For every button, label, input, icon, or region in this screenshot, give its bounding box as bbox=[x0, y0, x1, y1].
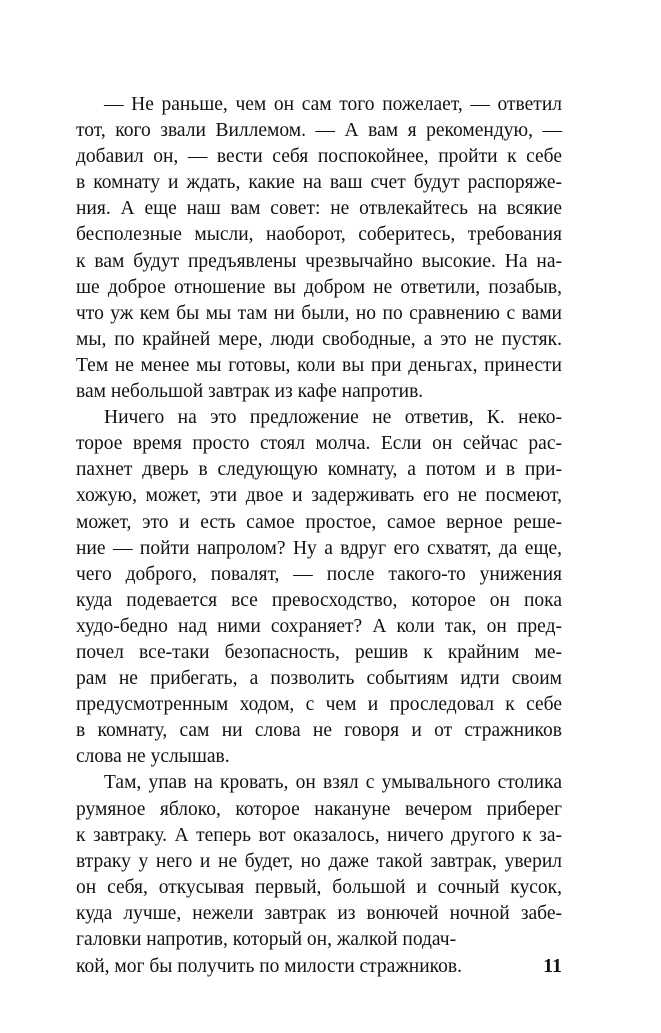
paragraph-3-line: куда лучше, нежели завтрак из вонючей ночной забе- bbox=[76, 902, 562, 924]
body-text bbox=[76, 92, 562, 979]
paragraph-1-line: ния. А еще наш вам совет: не отвлекайтесь на всякие bbox=[76, 198, 562, 220]
page-number: 11 bbox=[543, 955, 562, 978]
paragraph-1-line: тот, кого звали Виллемом. — А вам я рекомендую, — bbox=[76, 120, 562, 142]
paragraph-2-line: слова не услышав. bbox=[76, 746, 230, 768]
paragraph-2-line: рам не прибегать, а позволить событиям идти своим bbox=[76, 668, 562, 690]
paragraph-2-line: ние — пойти напролом? Ну а вдруг его схватят, да еще, bbox=[76, 537, 562, 559]
paragraph-3-line: румяное яблоко, которое накануне вечером приберег bbox=[76, 798, 562, 820]
paragraph-3-line: галовки напротив, который он, жалкой подач- bbox=[76, 929, 457, 950]
paragraph-1-line: Тем не менее мы готовы, коли вы при деньгах, принести bbox=[76, 354, 562, 376]
final-line-row bbox=[76, 953, 562, 979]
paragraph-2-line: Ничего на это предложение не ответив, К. неко- bbox=[104, 407, 562, 429]
paragraph-1-line: бесполезные мысли, наоборот, соберитесь, требования bbox=[76, 224, 562, 246]
paragraph-1-line: ше доброе отношение вы добром не ответили, позабыв, bbox=[76, 276, 562, 298]
paragraph-1-line: — Не раньше, чем он сам того пожелает, — ответил bbox=[104, 94, 562, 115]
paragraph-2-line: в комнату, сам ни слова не говоря и от стражников bbox=[76, 720, 562, 742]
paragraph-1-line: к вам будут предъявлены чрезвычайно высокие. На на- bbox=[76, 250, 562, 272]
paragraph-2-line: предусмотренным ходом, с чем и проследовал к себе bbox=[76, 694, 562, 716]
paragraph-2-line: пахнет дверь в следующую комнату, а потом и в при- bbox=[76, 459, 562, 481]
paragraph-1-line: мы, по крайней мере, люди свободные, а это не пустяк. bbox=[76, 328, 562, 350]
paragraph-2-line: худо-бедно над ними сохраняет? А коли так, он пред- bbox=[76, 615, 562, 637]
paragraph-2-line: куда подевается все превосходство, которое он пока bbox=[76, 589, 562, 611]
paragraph-2-line: торое время просто стоял молча. Если он сейчас рас- bbox=[76, 433, 562, 455]
paragraph-2-line: хожую, может, эти двое и задерживать его не посмеют, bbox=[76, 485, 562, 507]
paragraph-2-line: почел все-таки безопасность, решив к крайним ме- bbox=[76, 641, 562, 663]
paragraph-1-line: что уж кем бы мы там ни были, но по сравнению с вами bbox=[76, 302, 562, 324]
paragraph-3-line: Там, упав на кровать, он взял с умывального столика bbox=[104, 772, 562, 794]
paragraph-2-line: может, это и есть самое простое, самое верное реше- bbox=[76, 511, 562, 533]
paragraph-3-line: кой, мог бы получить по милости стражников. bbox=[76, 956, 462, 978]
paragraph-1-line: в комнату и ждать, какие на ваш счет будут распоряже- bbox=[76, 172, 562, 194]
paragraph-3-line: втраку у него и не будет, но даже такой завтрак, уверил bbox=[76, 850, 562, 872]
paragraph-3-line: он себя, откусывая первый, большой и сочный кусок, bbox=[76, 876, 562, 898]
paragraph-2-line: чего доброго, повалят, — после такого-то унижения bbox=[76, 563, 562, 585]
paragraph-1-line: вам небольшой завтрак из кафе напротив. bbox=[76, 381, 424, 403]
paragraph-1-line: добавил он, — вести себя поспокойнее, пройти к себе bbox=[76, 146, 562, 168]
paragraph-3-line: к завтраку. А теперь вот оказалось, ничего другого к за- bbox=[76, 824, 562, 846]
